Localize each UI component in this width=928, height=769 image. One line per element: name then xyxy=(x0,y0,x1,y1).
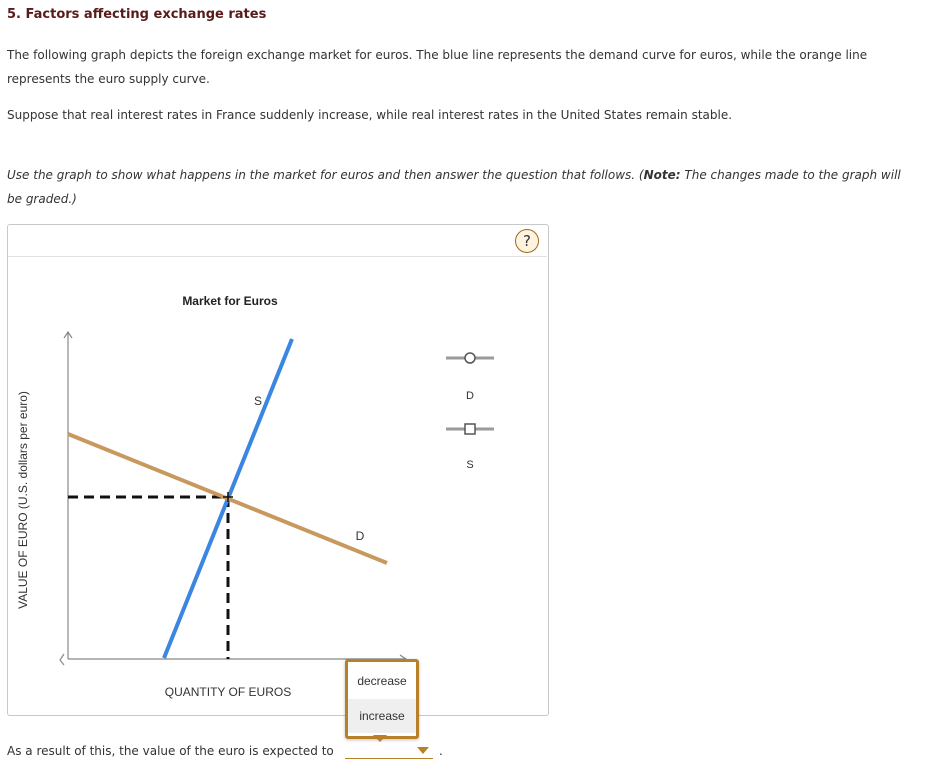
palette-supply-tool[interactable] xyxy=(446,424,494,471)
graph-title: Market for Euros xyxy=(182,294,278,308)
instruction-note: The changes made to the graph will be graded.) xyxy=(7,168,901,206)
palette-supply-label: S xyxy=(466,459,474,471)
scenario-text: Suppose that real interest rates in France suddenly increase, while real interest rates in the United States remain stable. xyxy=(7,108,733,122)
axes xyxy=(60,332,406,665)
dropdown-pointer-icon xyxy=(373,735,387,742)
x-axis-label: QUANTITY OF EUROS xyxy=(164,685,292,699)
supply-curve-label: S xyxy=(253,394,263,408)
square-marker-icon xyxy=(465,424,475,434)
palette-demand-label: D xyxy=(466,390,474,402)
origin-left-arrow xyxy=(60,654,64,665)
question-period: . xyxy=(439,744,443,758)
answer-dropdown-menu xyxy=(345,659,419,739)
intro-text: The following graph depicts the foreign exchange market for euros. The blue line represents the demand curve for euros, while the orange line represents the euro supply curve. xyxy=(7,48,868,86)
y-axis-label: VALUE OF EURO (U.S. dollars per euro) xyxy=(16,391,30,609)
followup-question: As a result of this, the value of the euro is expected to xyxy=(7,744,334,758)
answer-select[interactable] xyxy=(345,742,433,759)
demand-curve-label: D xyxy=(355,529,365,543)
note-label: Note: xyxy=(643,168,681,182)
circle-marker-icon xyxy=(465,353,475,363)
palette-demand-tool[interactable] xyxy=(446,353,494,402)
instruction-lead: Use the graph to show what happens in the market for euros and then answer the question that follows. ( xyxy=(7,168,644,182)
dropdown-option-increase[interactable]: increase xyxy=(348,699,416,733)
chevron-down-icon xyxy=(417,747,429,754)
help-button[interactable]: ? xyxy=(515,229,539,253)
question-title: 5. Factors affecting exchange rates xyxy=(7,7,267,22)
dropdown-option-decrease[interactable]: decrease xyxy=(357,674,407,688)
